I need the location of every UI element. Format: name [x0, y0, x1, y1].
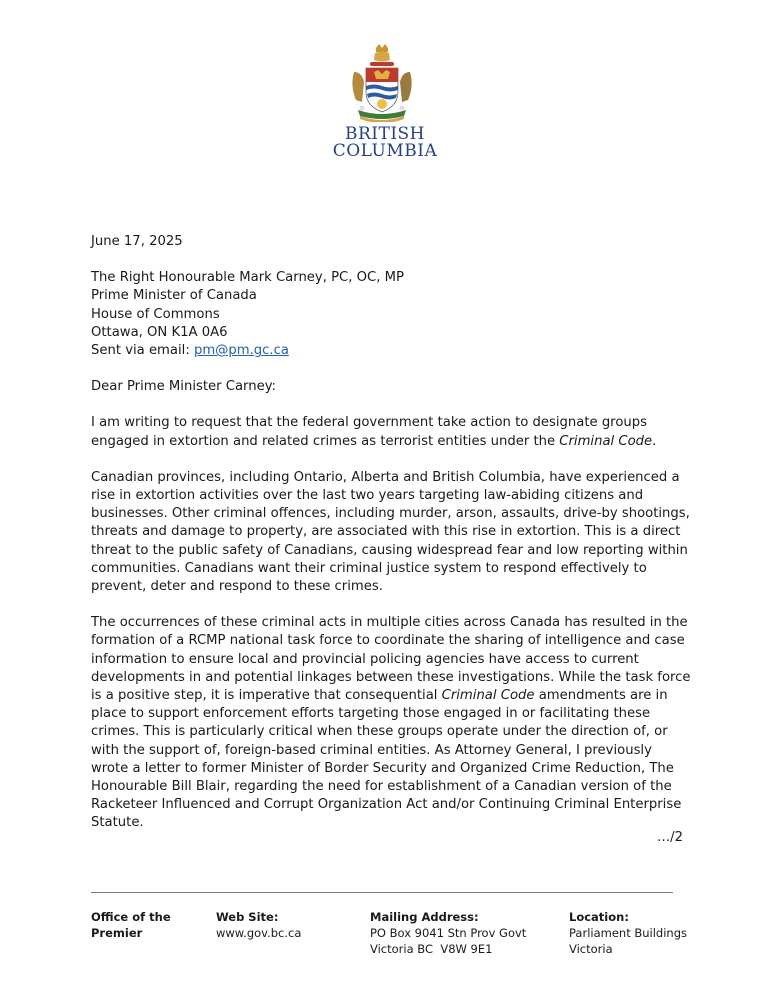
paragraph-1-end: . — [652, 433, 657, 449]
footer-office-label-2: Premier — [91, 926, 143, 940]
salutation: Dear Prime Minister Carney: — [91, 379, 276, 395]
footer-mailing-label: Mailing Address: — [370, 910, 479, 924]
paragraph-3-text: The occurrences of these criminal acts in multiple cities across Canada has resulted in the formation of a RCMP national task force to coordinate the sharing of intelligence and case information to ensure local and provincial policing agencies have access to current developments in and potential linkages between these investigations. While the task force is a positive step, it is imperative that consequential — [91, 615, 691, 704]
recipient-line-4: Ottawa, ON K1A 0A6 — [91, 324, 228, 340]
paragraph-2: Canadian provinces, including Ontario, Alberta and British Columbia, have experienced a rise in extortion activities over the last two years targeting law-abiding citizens and businesses. Other criminal offences, including murder, arson, assaults, drive-by shootings, threats and damage to property, are associated with this rise in extortion. This is a direct threat to the public safety of Canadians, causing widespread fear and low reporting within communities. Canadians want their criminal justice system to respond effectively to prevent, deter and respond to these crimes. — [91, 469, 690, 595]
recipient-line-3: House of Commons — [91, 306, 220, 322]
paragraph-3-end: amendments are in place to support enforcement efforts targeting those engaged in or facilitating these crimes. This is particularly critical when these groups operate under the direction of, or with the support of, foreign-based criminal entities. As Attorney General, I previously wrote a letter to former Minister of Border Security and Organized Crime Reduction, The Honourable Bill Blair, regarding the need for establishment of a Canadian version of the Racketeer Influenced and Corrupt Organization Act and/or Continuing Criminal Enterprise Statute. — [91, 688, 682, 831]
footer-location-line-1: Parliament Buildings — [569, 926, 688, 940]
letter-body — [91, 233, 691, 833]
recipient-email-line — [91, 342, 691, 360]
footer-web-label: Web Site: — [216, 910, 279, 924]
footer-mailing-line-1: PO Box 9041 Stn Prov Govt — [370, 926, 527, 940]
paragraph-3 — [91, 614, 691, 832]
recipient-line-1: The Right Honourable Mark Carney, PC, OC, MP — [91, 270, 404, 286]
footer-location — [569, 909, 687, 957]
footer-mailing — [370, 909, 526, 957]
paragraph-1-italic: Criminal Code — [559, 433, 653, 449]
footer-mailing-line-2: Victoria BC V8W 9E1 — [370, 942, 493, 956]
bc-wordmark — [315, 126, 455, 160]
wordmark-line-1: BRITISH — [344, 124, 426, 144]
footer-website — [216, 909, 301, 941]
recipient-line-2: Prime Minister of Canada — [91, 288, 257, 304]
footer-office — [91, 909, 201, 941]
wordmark-line-2: COLUMBIA — [332, 141, 438, 161]
footer-divider — [91, 892, 673, 893]
footer-location-label: Location: — [569, 910, 629, 924]
email-prefix: Sent via email: — [91, 343, 194, 359]
paragraph-1 — [91, 414, 691, 450]
letter-date: June 17, 2025 — [91, 234, 183, 249]
page-continuation-marker: …/2 — [656, 830, 683, 845]
paragraph-3-italic: Criminal Code — [441, 688, 535, 704]
bc-coat-of-arms-icon — [346, 42, 418, 122]
footer-location-line-2: Victoria — [569, 942, 613, 956]
paragraph-1-text: I am writing to request that the federal government take action to designate groups engaged in extortion and related crimes as terrorist entities under the — [91, 415, 647, 449]
footer-web-value[interactable]: www.gov.bc.ca — [216, 926, 302, 940]
email-link[interactable]: pm@pm.gc.ca — [193, 343, 289, 359]
footer-office-label-1: Office of the — [91, 910, 171, 924]
